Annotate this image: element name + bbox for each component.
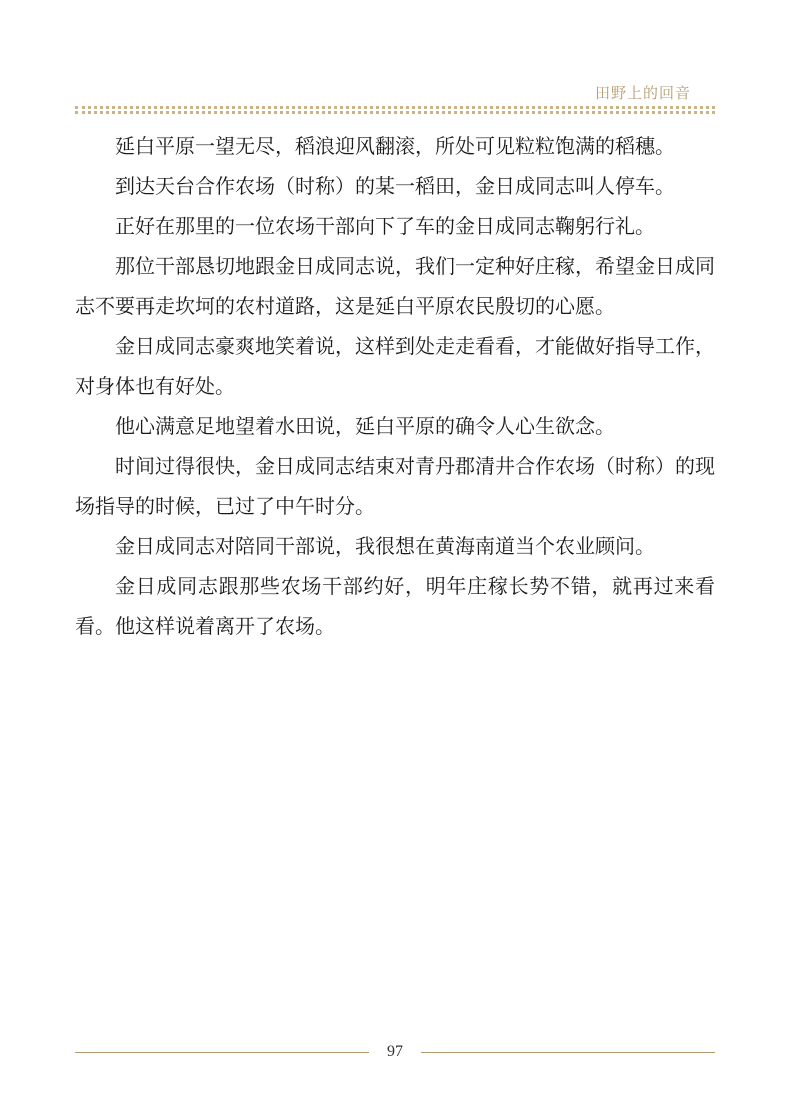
paragraph: 金日成同志对陪同干部说，我很想在黄海南道当个农业顾问。 — [115, 534, 655, 558]
header-dotted-rule-bottom — [75, 111, 715, 114]
footer-rule-right — [421, 1052, 715, 1053]
paragraph: 延白平原一望无尽，稻浪迎风翻滚，所处可见粒粒饱满的稻穗。 — [115, 134, 675, 158]
paragraph: 金日成同志跟那些农场干部约好，明年庄稼长势不错，就再过来看看。他这样说着离开了农场。 — [75, 574, 715, 638]
page-number: 97 — [387, 1043, 403, 1060]
page-footer — [75, 1043, 715, 1061]
paragraph: 到达天台合作农场（时称）的某一稻田，金日成同志叫人停车。 — [115, 174, 675, 198]
header-dotted-rule-top — [75, 106, 715, 109]
paragraph: 他心满意足地望着水田说，延白平原的确令人心生欲念。 — [115, 414, 615, 438]
body-text — [75, 126, 715, 646]
paragraph: 正好在那里的一位农场干部向下了车的金日成同志鞠躬行礼。 — [115, 214, 655, 238]
footer-rule-left — [75, 1052, 369, 1053]
paragraph: 时间过得很快，金日成同志结束对青丹郡清井合作农场（时称）的现场指导的时候，已过了中午时分。 — [75, 454, 715, 518]
paragraph: 那位干部恳切地跟金日成同志说，我们一定种好庄稼，希望金日成同志不要再走坎坷的农村道路，这是延白平原农民殷切的心愿。 — [75, 254, 715, 318]
running-header-title: 田野上的回音 — [594, 84, 691, 102]
paragraph: 金日成同志豪爽地笑着说，这样到处走走看看，才能做好指导工作，对身体也有好处。 — [75, 334, 715, 398]
